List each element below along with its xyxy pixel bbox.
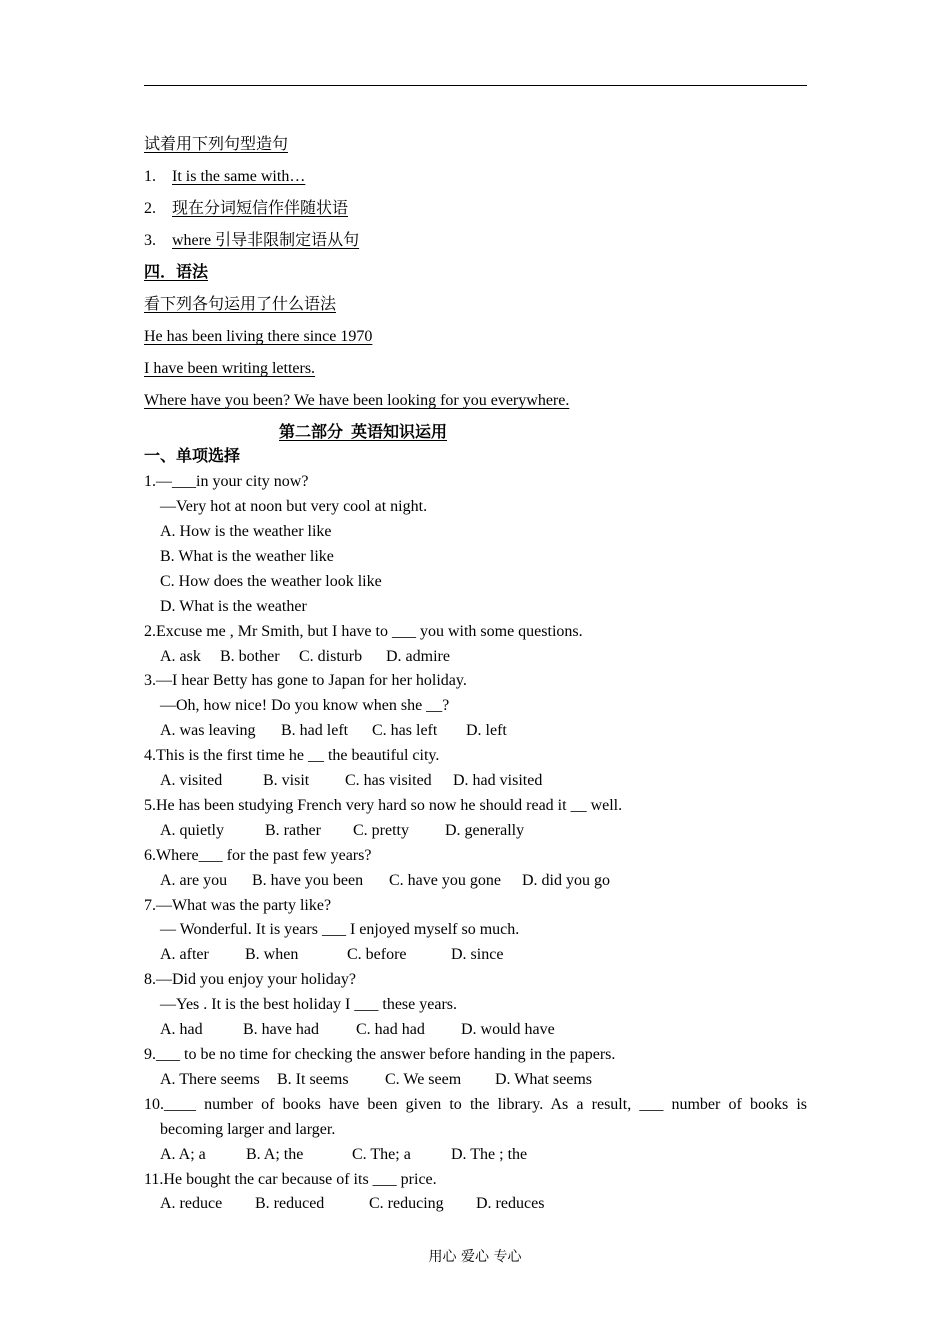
question-7-option-d: D. since [451,946,504,963]
question-11-option-d: D. reduces [476,1195,545,1212]
question-1-option-d: D. What is the weather [160,598,307,615]
question-4-option-b: B. visit [263,772,310,789]
question-7-option-c: C. before [347,946,407,963]
question-5-option-d: D. generally [445,822,525,839]
question-8-option-c: C. had had [356,1021,425,1038]
grammar-heading: 四．语法 [144,264,209,281]
question-2-option-c: C. disturb [299,648,363,665]
question-9-option-d: D. What seems [495,1071,593,1088]
pattern-text-1: It is the same with… [172,168,306,185]
question-1-stem: 1.—___in your city now? [144,473,309,490]
question-3-option-c: C. has left [372,722,438,739]
question-4-stem: 4.This is the first time he __ the beautiful city. [144,747,440,764]
question-8-stem: 8.—Did you enjoy your holiday? [144,971,356,988]
question-2-stem: 2.Excuse me , Mr Smith, but I have to ___ you with some questions. [144,623,583,640]
question-3-option-a: A. was leaving [160,722,256,739]
question-1-option-b: B. What is the weather like [160,548,334,565]
question-6-option-d: D. did you go [522,872,610,889]
question-11-option-c: C. reducing [369,1195,444,1212]
question-8-option-b: B. have had [243,1021,319,1038]
question-7-stem: 7.—What was the party like? [144,897,332,914]
pattern-number-3: 3. [144,232,156,249]
instruction-make-sentences: 试着用下列句型造句 [144,136,289,153]
pattern-text-2: 现在分词短信作伴随状语 [172,200,349,217]
grammar-instruction: 看下列各句运用了什么语法 [144,296,337,313]
question-8-option-a: A. had [160,1021,203,1038]
question-7-option-a: A. after [160,946,209,963]
question-6-option-b: B. have you been [252,872,364,889]
question-9-option-b: B. It seems [277,1071,349,1088]
question-3-option-d: D. left [466,722,507,739]
question-3-option-b: B. had left [281,722,349,739]
pattern-number-1: 1. [144,168,156,185]
question-5-option-b: B. rather [265,822,321,839]
question-2-option-b: B. bother [220,648,280,665]
section-heading-single-choice: 一、单项选择 [144,448,241,465]
question-5-option-c: C. pretty [353,822,409,839]
grammar-sentence-1: He has been living there since 1970 [144,328,373,345]
question-10-stem-continued: becoming larger and larger. [160,1121,336,1138]
question-1-option-a: A. How is the weather like [160,523,332,540]
question-3-stem: 3.—I hear Betty has gone to Japan for her holiday. [144,672,467,689]
question-9-option-a: A. There seems [160,1071,260,1088]
question-4-option-c: C. has visited [345,772,432,789]
grammar-sentence-3: Where have you been? We have been looking for you everywhere. [144,392,570,409]
question-11-option-b: B. reduced [255,1195,325,1212]
question-10-option-d: D. The ; the [451,1146,528,1163]
question-3-reply: —Oh, how nice! Do you know when she __? [160,697,450,714]
question-1-reply: —Very hot at noon but very cool at night. [160,498,428,515]
question-2-option-d: D. admire [386,648,450,665]
question-8-reply: —Yes . It is the best holiday I ___ these years. [160,996,457,1013]
question-4-option-d: D. had visited [453,772,543,789]
question-9-stem: 9.___ to be no time for checking the answer before handing in the papers. [144,1046,616,1063]
header-rule [144,85,807,86]
grammar-sentence-2: I have been writing letters. [144,360,316,377]
question-10-option-c: C. The; a [352,1146,411,1163]
question-10-option-a: A. A; a [160,1146,206,1163]
question-11-stem: 11.He bought the car because of its ___ price. [144,1171,437,1188]
question-8-option-d: D. would have [461,1021,555,1038]
question-11-option-a: A. reduce [160,1195,223,1212]
question-6-option-a: A. are you [160,872,228,889]
pattern-number-2: 2. [144,200,156,217]
question-10-option-b: B. A; the [246,1146,304,1163]
question-7-reply: — Wonderful. It is years ___ I enjoyed myself so much. [160,921,520,938]
question-2-option-a: A. ask [160,648,201,665]
part-two-title: 第二部分 英语知识运用 [279,424,448,441]
pattern-text-3: where 引导非限制定语从句 [172,232,360,249]
question-1-option-c: C. How does the weather look like [160,573,382,590]
question-6-option-c: C. have you gone [389,872,501,889]
question-5-stem: 5.He has been studying French very hard so now he should read it __ well. [144,797,623,814]
question-7-option-b: B. when [245,946,299,963]
question-9-option-c: C. We seem [385,1071,462,1088]
question-4-option-a: A. visited [160,772,223,789]
question-5-option-a: A. quietly [160,822,224,839]
question-6-stem: 6.Where___ for the past few years? [144,847,372,864]
page-footer: 用心 爱心 专心 [428,1249,522,1265]
question-10-stem: 10.____ number of books have been given to the library. As a result, ___ number of books is [144,1096,807,1113]
